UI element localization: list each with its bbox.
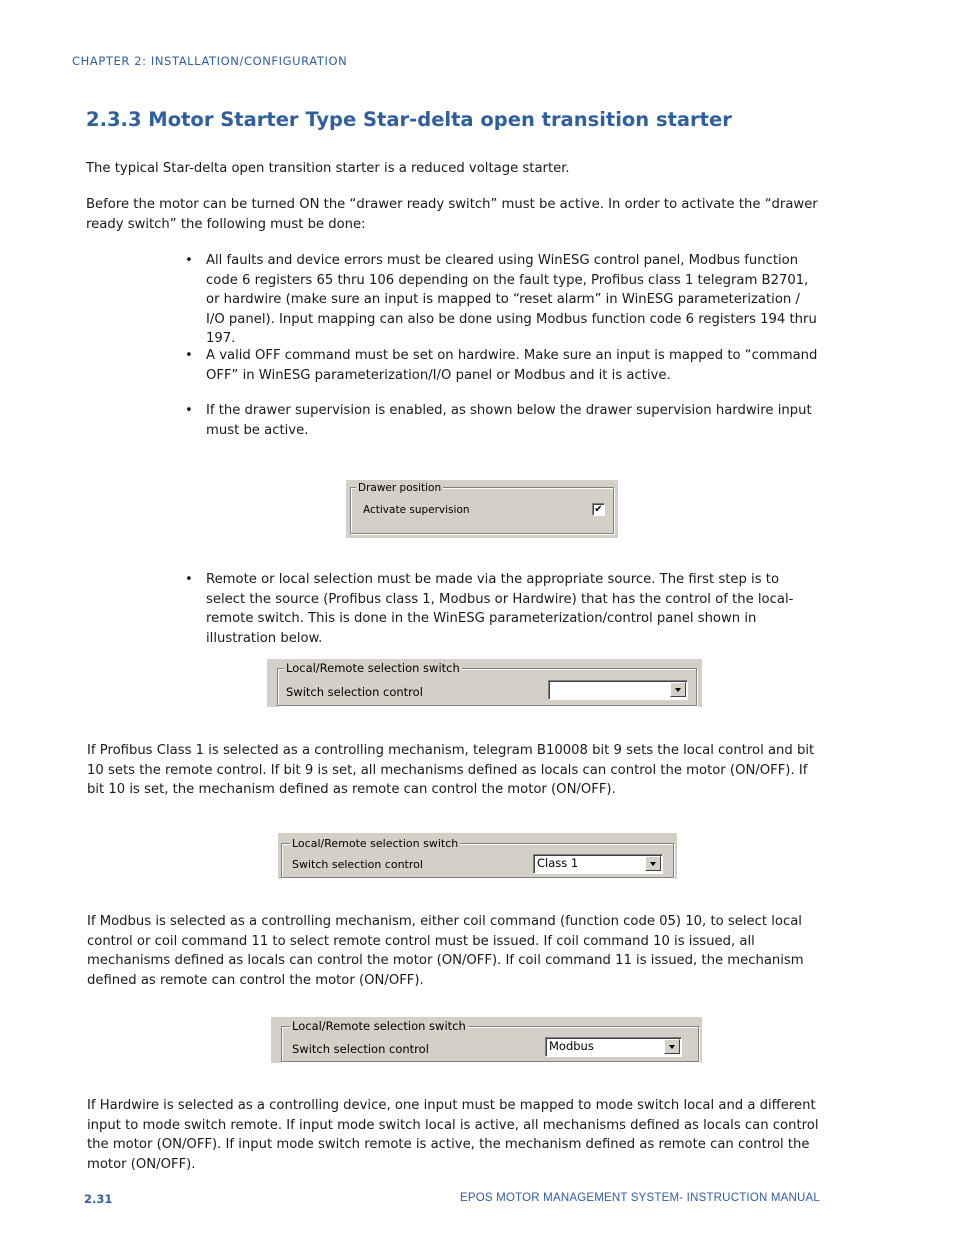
dropdown-value: Modbus [549, 1039, 594, 1053]
hardwire-paragraph: If Hardwire is selected as a controlling device, one input must be mapped to mode switch local and a different input to mode switch remote. If input mode switch local is active, all mechanisms defined as locals can control the motor (ON/OFF). If input mode switch remote is active, the mechanism defined as remote can control the motor (ON/OFF). [87, 1098, 819, 1172]
switch-selection-legend: Local/Remote selection switch [292, 1019, 466, 1033]
switch-selection-label: Switch selection control [292, 1042, 429, 1056]
drawer-position-legend: Drawer position [358, 482, 442, 494]
switch-selection-dropdown[interactable] [533, 854, 663, 874]
section-title: 2.3.3 Motor Starter Type Star-delta open transition starter [86, 108, 732, 131]
activate-supervision-label: Activate supervision [363, 504, 470, 516]
list-item-text: A valid OFF command must be set on hardwire. Make sure an input is mapped to “command OFF” in WinESG parameterization/I/O panel or Modbus and it is active. [206, 348, 818, 383]
manual-title: EPOS MOTOR MANAGEMENT SYSTEM- INSTRUCTION MANUAL [460, 1192, 820, 1204]
dropdown-button[interactable] [664, 1039, 680, 1054]
activate-supervision-checkbox[interactable] [592, 503, 605, 516]
intro-paragraph-1: The typical Star-delta open transition starter is a reduced voltage starter. [86, 161, 570, 176]
profibus-paragraph: If Profibus Class 1 is selected as a controlling mechanism, telegram B10008 bit 9 sets the local control and bit 10 sets the remote control. If bit 9 is set, all mechanisms defined as locals can control the motor (ON/OFF). If bit 10 is set, the mechanism defined as remote can control the motor (ON/OFF). [87, 743, 815, 798]
switch-selection-label: Switch selection control [292, 858, 423, 871]
drawer-position-panel [346, 480, 618, 538]
switch-selection-panel [271, 1017, 702, 1063]
dropdown-value: Class 1 [537, 856, 579, 870]
list-item [185, 346, 820, 385]
list-item-text: Remote or local selection must be made via the appropriate source. The first step is to select the source (Profibus class 1, Modbus or Hardwire) that has the control of the local-remote switch. This is done in the WinESG parameterization/control panel shown in illustration below. [206, 572, 794, 646]
switch-selection-dropdown[interactable] [545, 1037, 682, 1057]
page-number: 2.31 [84, 1192, 113, 1206]
list-item [185, 401, 820, 440]
bullet-icon: • [185, 348, 193, 363]
switch-selection-dropdown[interactable] [548, 680, 688, 700]
chevron-down-icon [650, 862, 656, 866]
switch-selection-legend: Local/Remote selection switch [292, 837, 459, 850]
list-item [185, 251, 820, 349]
chevron-down-icon [669, 1045, 675, 1049]
list-item-text: All faults and device errors must be cleared using WinESG control panel, Modbus function code 6 registers 65 thru 106 depending on the fault type, Profibus class 1 telegram B2701, or hardwire (make sure an input is mapped to “reset alarm” in WinESG parameterization / I/O panel). Input mapping can also be done using Modbus function code 6 registers 194 thru 197. [206, 253, 817, 347]
list-item [185, 570, 820, 648]
chapter-header: CHAPTER 2: INSTALLATION/CONFIGURATION [72, 54, 348, 68]
bullet-icon: • [185, 572, 193, 587]
dropdown-button[interactable] [670, 682, 686, 697]
intro-paragraph-2: Before the motor can be turned ON the “drawer ready switch” must be active. In order to activate the “drawer ready switch” the following must be done: [86, 197, 818, 232]
bullet-icon: • [185, 403, 193, 418]
modbus-paragraph: If Modbus is selected as a controlling mechanism, either coil command (function code 05) 10, to select local control or coil command 11 to select remote control must be issued. If coil command 10 is issued, all mechanisms defined as locals can control the motor (ON/OFF). If coil command 11 is issued, the mechanism defined as remote can control the motor (ON/OFF). [87, 914, 804, 988]
switch-selection-legend: Local/Remote selection switch [286, 661, 460, 675]
bullet-icon: • [185, 253, 193, 268]
checkmark-icon: ✔ [594, 504, 603, 515]
chevron-down-icon [675, 688, 681, 692]
dropdown-button[interactable] [645, 856, 661, 871]
list-item-text: If the drawer supervision is enabled, as shown below the drawer supervision hardwire input must be active. [206, 403, 812, 438]
switch-selection-panel [267, 659, 702, 707]
switch-selection-panel [278, 833, 677, 879]
switch-selection-label: Switch selection control [286, 685, 423, 699]
